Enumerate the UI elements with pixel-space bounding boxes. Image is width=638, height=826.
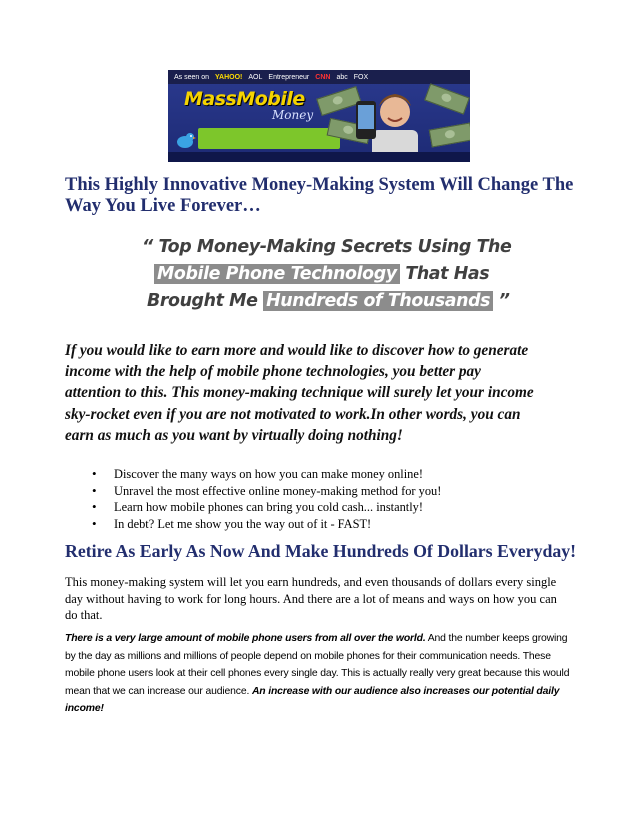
outlet-yahoo: YAHOO! <box>215 73 243 81</box>
body-paragraph-1: This money-making system will let you earn hundreds, and even thousands of dollars every single day without having to work for long hours. And there are a lot of means and ways on how you can do that. <box>65 575 557 622</box>
as-seen-on-label: As seen on <box>174 73 210 81</box>
list-item: • Learn how mobile phones can bring you cold cash... instantly! <box>92 499 441 516</box>
quote-line-2-rest: That Has <box>399 264 490 284</box>
list-item: • Unravel the most effective online money-making method for you! <box>92 483 441 500</box>
mobile-phone-icon <box>354 100 378 140</box>
paragraph-middle: And the number keeps growing by the day as millions and millions of people depend on mobile phones for their communication needs. These mobile phone users look at their cell phones every single day. This is actually really very great because this would mean that we can increase our audience. <box>65 633 570 697</box>
header-banner <box>168 70 470 162</box>
money-bill-icon <box>424 83 470 114</box>
quote-line-3-start: Brought Me <box>147 291 264 311</box>
section-heading: Retire As Early As Now And Make Hundreds Of Dollars Everyday! <box>65 541 577 561</box>
outlet-abc: abc <box>336 73 348 81</box>
quote-graphic <box>140 234 520 315</box>
quote-highlight-2: Hundreds of Thousands <box>263 291 493 311</box>
quote-line-3-end: ” <box>493 291 510 311</box>
outlet-cnn: CNN <box>315 73 331 81</box>
as-seen-on-bar <box>168 70 470 84</box>
outlet-aol: AOL <box>248 73 263 81</box>
twitter-bird-icon <box>174 130 196 150</box>
body-paragraph-2 <box>65 630 575 718</box>
bold-closing-sentence: An increase with our audience also increases our potential daily income! <box>65 685 560 715</box>
list-item: • In debt? Let me show you the way out of it - FAST! <box>92 516 441 533</box>
outlet-fox: FOX <box>353 73 369 81</box>
logo-main-text: MassMobile <box>184 88 305 110</box>
list-item: • Discover the many ways on how you can make money online! <box>92 466 441 483</box>
bold-lead-sentence: There is a very large amount of mobile phone users from all over the world. <box>65 633 426 644</box>
money-bill-icon <box>429 122 470 147</box>
outlet-entrepreneur: Entrepreneur <box>268 73 310 81</box>
quote-line-2 <box>140 261 520 288</box>
logo-sub-text: Money <box>272 108 314 122</box>
quote-highlight-1: Mobile Phone Technology <box>154 264 400 284</box>
quote-line-1: “ Top Money-Making Secrets Using The <box>142 237 512 257</box>
banner-bottom-strip <box>168 152 470 162</box>
benefits-list <box>92 466 441 532</box>
quote-line-3 <box>140 288 520 315</box>
page-headline: This Highly Innovative Money-Making System Will Change The Way You Live Forever… <box>65 175 574 216</box>
intro-paragraph: If you would like to earn more and would like to discover how to generate income with the help of mobile phone technologies, you better pay attention to this. This money-making technique will surely let your income sky-rocket even if you are not motivated to work.In other words, you can earn as much as you want by virtually doing nothing! <box>65 342 534 444</box>
green-banner-bar <box>198 128 340 149</box>
